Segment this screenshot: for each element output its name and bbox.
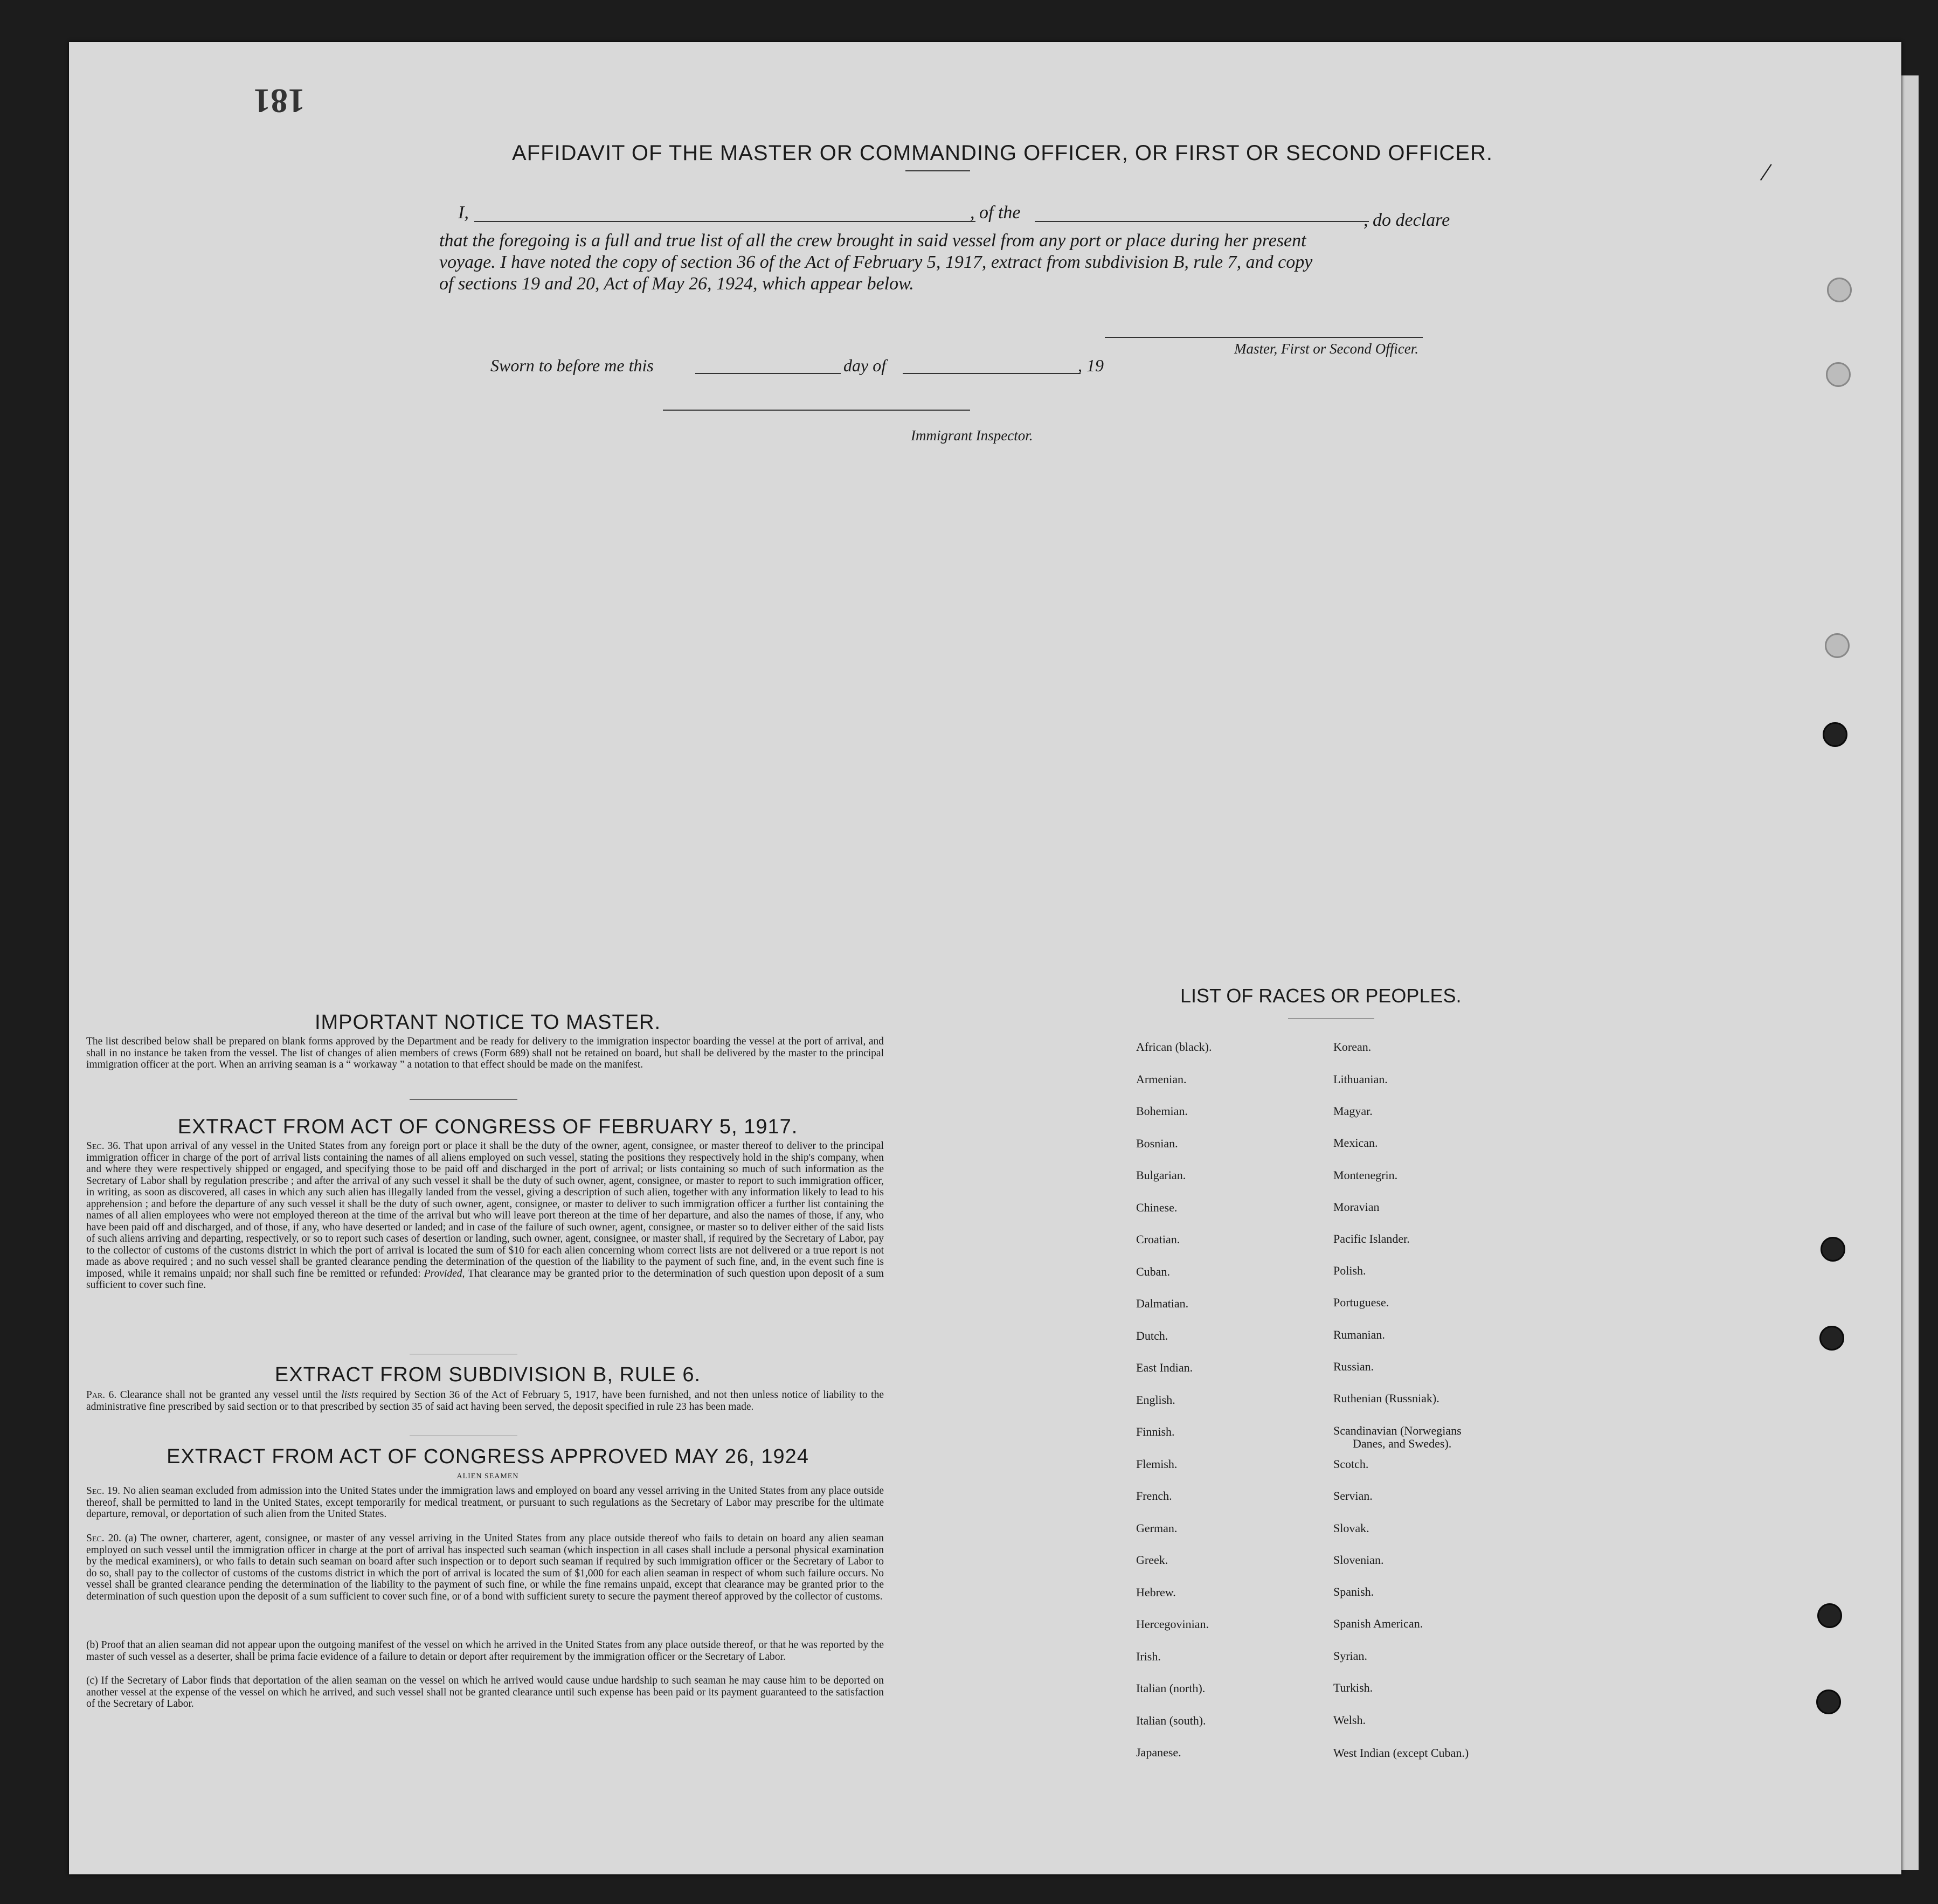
rule-6-lists-word: lists — [341, 1389, 358, 1401]
day-of-label: day of — [843, 356, 887, 375]
race-item: Welsh. — [1333, 1713, 1366, 1727]
pen-mark: / — [1758, 156, 1774, 188]
act-1917-title: EXTRACT FROM ACT OF CONGRESS OF FEBRUARY 5, 1917. — [177, 1116, 798, 1138]
act-1924-sec20-c: (c) If the Secretary of Labor finds that deportation of the alien seaman on the vessel on which he arrived would cause undue hardship to such seaman he may cause him to be deported on another vessel at the expense of the vessel on which he arrived, and such vessel shall not be granted clearance until such expense has been paid or its payment guaranteed to the satisfaction of the Secretary of Labor. — [86, 1675, 884, 1709]
punch-hole — [1816, 1690, 1841, 1714]
race-item: Scotch. — [1333, 1457, 1369, 1471]
race-item: Armenian. — [1136, 1072, 1187, 1086]
race-item: Moravian — [1333, 1200, 1380, 1214]
race-item: Ruthenian (Russniak). — [1333, 1391, 1439, 1405]
punch-hole — [1819, 1326, 1844, 1351]
affidavit-of-the-label: , of the — [970, 203, 1021, 223]
race-item: Mexican. — [1333, 1136, 1378, 1150]
act-1924-title: EXTRACT FROM ACT OF CONGRESS APPROVED MAY 26, 1924 — [167, 1445, 809, 1468]
race-item: Danes, and Swedes). — [1353, 1437, 1452, 1450]
act-1917-sec-label: Sec. 36. — [86, 1140, 121, 1152]
act-1924-sec19-text: No alien seaman excluded from admission into the United States under the immigration laws and employed on board any vessel arriving in the United States from any place outside thereof, shall be permitted to land in the United States, except temporarily for medical treatment, or pursuant to such regulations as the Secretary of Labor may prescribe for the ultimate departure, removal, or deportation of such alien from the United States. — [86, 1485, 884, 1520]
act-1924-subtitle: ALIEN SEAMEN — [456, 1472, 519, 1480]
rule-6-text-after: required by Section 36 of the Act of February 5, 1917, have been furnished, and not then unless notice of liability to the administrative fine prescribed by said section or to that prescribed by section 35 of said act having been served, the deposit specified in rule 23 has been made. — [86, 1389, 884, 1413]
race-item: German. — [1136, 1521, 1178, 1535]
race-item: Portuguese. — [1333, 1296, 1389, 1309]
race-item: Spanish. — [1333, 1585, 1374, 1598]
vessel-blank-line — [1035, 221, 1369, 222]
race-item: Irish. — [1136, 1649, 1161, 1663]
rule-6-par-label: Par. 6. — [86, 1389, 117, 1401]
race-item: Cuban. — [1136, 1264, 1170, 1278]
punch-hole — [1823, 722, 1847, 747]
race-item: Croatian. — [1136, 1233, 1180, 1246]
race-item: African (black). — [1136, 1040, 1212, 1054]
act-1924-sec20-label: Sec. 20. — [86, 1533, 121, 1544]
race-item: Pacific Islander. — [1333, 1232, 1410, 1245]
race-item: Japanese. — [1136, 1746, 1181, 1759]
race-item: Spanish American. — [1333, 1617, 1423, 1630]
race-item: Bulgarian. — [1136, 1168, 1186, 1182]
race-item: Russian. — [1333, 1360, 1374, 1373]
notice-divider — [410, 1099, 517, 1100]
act-1917-text — [86, 1140, 884, 1291]
race-item: Rumanian. — [1333, 1328, 1385, 1341]
affidavit-i-label: I, — [458, 203, 469, 223]
race-item: Slovenian. — [1333, 1553, 1384, 1567]
race-item: West Indian (except Cuban.) — [1333, 1746, 1469, 1760]
act-1917-proviso-text: That clearance may be granted prior to the determination of such question upon deposit of a sum sufficient to cover such fine. — [86, 1268, 884, 1291]
year-label: , 19 — [1078, 356, 1104, 375]
race-item: Flemish. — [1136, 1457, 1178, 1471]
act-1924-sec20 — [86, 1533, 884, 1602]
race-item: Bosnian. — [1136, 1136, 1178, 1150]
race-item: Magyar. — [1333, 1104, 1373, 1118]
act-1917-body: That upon arrival of any vessel in the United States from any foreign port or place it shall be the duty of the owner, agent, consignee, or master thereof to deliver to the principal immigration officer in charge of the port of arrival lists containing the names of all aliens employed on such vessel, stating the positions they respectively hold in the ship's company, when and where they were respectively shipped or engaged, and specifying those to be paid off and discharged in the port of arrival; or lists containing so much of such information as the Secretary of Labor shall by regulation prescribe ; and after the arrival of any such vessel it shall be the duty of such owner, agent, consignee, or master to report to such immigration officer, in writing, as soon as discovered, all cases in which any such alien has illegally landed from the vessel, giving a description of such alien, together with any information likely to lead to his apprehension ; and before the departure of any such vessel it shall be the duty of such owner, agent, consignee, or master to deliver to such immigration officer a further list containing the names of all alien employees who were not employed thereon at the time of the arrival but who will leave port thereon at the time of her departure, and also the names of those, if any, who have been paid off and discharged, and of those, if any, who have deserted or landed; and in case of the failure of such owner, agent, consignee, or master so to deliver either of the said lists of such aliens arriving and departing, respectively, or so to report such cases of desertion or landing, such owner, agent, consignee, or master shall, if required by the Secretary of Labor, pay to the collector of customs of the customs district in which the port of arrival is located the sum of $10 for each alien concerning whom correct lists are not delivered or a true report is not made as above required ; and no such vessel shall be granted clearance pending the determination of the question of the liability to the payment of such fine, and, in the event such fine is imposed, while it remains unpaid; nor shall such fine be remitted or refunded: — [86, 1140, 884, 1279]
race-item: East Indian. — [1136, 1361, 1193, 1374]
punch-hole — [1827, 278, 1852, 302]
race-item: Dalmatian. — [1136, 1297, 1189, 1310]
race-item: Hercegovinian. — [1136, 1617, 1209, 1631]
act-1924-sec19 — [86, 1485, 884, 1520]
notice-text: The list described below shall be prepared on blank forms approved by the Department and be ready for delivery to the immigration inspector boarding the vessel at the port of arrival, and shall in no instance be taken from the vessel. The list of changes of alien members of crews (Form 689) shall not be retained on board, but shall be delivered by the master to the principal immigration officer at the port. When an arriving seaman is a “ workaway ” a notation to that effect should be made on the manifest. — [86, 1036, 884, 1070]
affidavit-title: AFFIDAVIT OF THE MASTER OR COMMANDING OFFICER, OR FIRST OR SECOND OFFICER. — [512, 141, 1493, 165]
race-item: Chinese. — [1136, 1200, 1178, 1214]
race-item: Korean. — [1333, 1040, 1372, 1054]
race-item: Greek. — [1136, 1553, 1168, 1567]
race-item: Dutch. — [1136, 1328, 1168, 1342]
race-item: Montenegrin. — [1333, 1168, 1398, 1182]
punch-hole — [1825, 633, 1850, 658]
race-item: Lithuanian. — [1333, 1072, 1388, 1086]
declaration-line-1: that the foregoing is a full and true list of all the crew brought in said vessel from any port or place during her present — [439, 231, 1306, 251]
inspector-label: Immigrant Inspector. — [911, 427, 1033, 444]
sworn-label: Sworn to before me this — [490, 356, 654, 375]
name-blank-line — [474, 221, 975, 222]
declaration-line-3: of sections 19 and 20, Act of May 26, 1924, which appear below. — [439, 274, 914, 294]
race-item: Finnish. — [1136, 1425, 1175, 1438]
race-item: Polish. — [1333, 1264, 1366, 1277]
notice-title: IMPORTANT NOTICE TO MASTER. — [314, 1011, 661, 1034]
race-item: Slovak. — [1333, 1521, 1369, 1535]
race-item: Scandinavian (Norwegians — [1333, 1424, 1462, 1437]
title-divider — [905, 170, 970, 171]
punch-hole — [1817, 1603, 1842, 1628]
page-number: 181 — [253, 82, 305, 120]
rule-6-text — [86, 1389, 884, 1413]
act-1924-sec19-label: Sec. 19. — [86, 1485, 121, 1497]
race-item: Servian. — [1333, 1489, 1373, 1503]
race-item: Syrian. — [1333, 1649, 1367, 1663]
inspector-signature-line — [663, 410, 970, 411]
punch-hole — [1826, 362, 1851, 387]
sworn-month-line — [903, 373, 1081, 374]
race-item: Turkish. — [1333, 1681, 1373, 1694]
race-item: French. — [1136, 1489, 1172, 1503]
race-item: English. — [1136, 1393, 1175, 1407]
act-1924-sec20-b: (b) Proof that an alien seaman did not appear upon the outgoing manifest of the vessel on which he arrived in the United States from any place outside thereof, or that he was reported by the master of such vessel as a deserter, shall be prima facie evidence of a failure to detain or deport after requirement by the immigration officer or the Secretary of Labor. — [86, 1639, 884, 1663]
act-1917-proviso-label: Provided, — [424, 1268, 465, 1279]
master-signature-line — [1105, 337, 1423, 338]
declaration-line-2: voyage. I have noted the copy of section 36 of the Act of February 5, 1917, extract from subdivision B, rule 7, and copy — [439, 252, 1313, 272]
punch-hole — [1821, 1237, 1845, 1262]
rule-6-text-before: Clearance shall not be granted any vessel until the — [120, 1389, 338, 1401]
sworn-day-line — [695, 373, 841, 374]
races-title: LIST OF RACES OR PEOPLES. — [1180, 985, 1462, 1007]
master-signature-label: Master, First or Second Officer. — [1234, 341, 1418, 357]
race-item: Italian (north). — [1136, 1681, 1206, 1695]
rule-6-title: EXTRACT FROM SUBDIVISION B, RULE 6. — [274, 1363, 701, 1386]
affidavit-declare-label: , do declare — [1363, 210, 1450, 230]
act-1924-sec20-text: (a) The owner, charterer, agent, consignee, or master of any vessel arriving in the United States from any place outside thereof who fails to detain on board any alien seaman employed on such vessel until the immigration officer in charge at the port of arrival has inspected such seaman (which inspection in all cases shall include a personal physical examination by the medical examiners), or who fails to detain such seaman on board after such inspection or to deport such seaman if required by such immigration officer or the Secretary of Labor to do so, shall pay to the collector of customs of the customs district in which the port of arrival is located the sum of $1,000 for each alien seaman in respect of whom such failure occurs. No vessel shall be granted clearance pending the determination of the liability to the payment of such fine, or while the fine remains unpaid, except that clearance may be granted prior to the determination of such question upon the deposit of a sum sufficient to cover such fine, or of a bond with sufficient surety to secure the payment thereof approved by the collector of customs. — [86, 1533, 884, 1602]
race-item: Italian (south). — [1136, 1713, 1206, 1727]
race-item: Bohemian. — [1136, 1104, 1188, 1118]
race-item: Hebrew. — [1136, 1585, 1176, 1599]
